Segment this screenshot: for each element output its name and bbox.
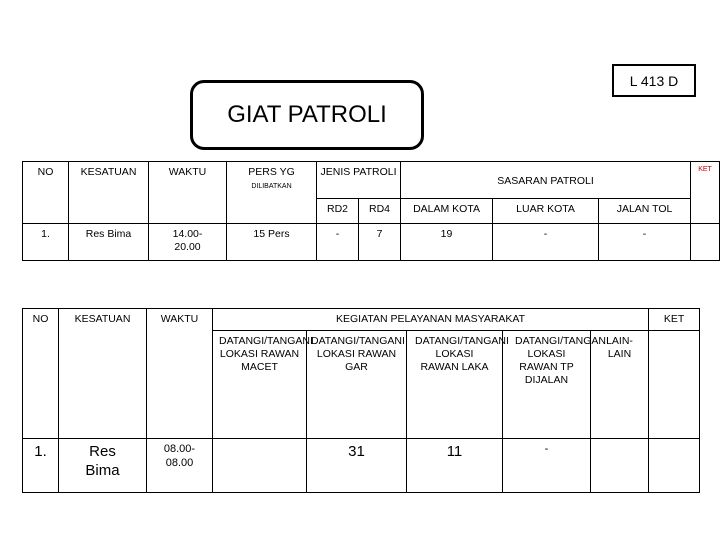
header-ket-empty: [649, 331, 700, 439]
page-title: GIAT PATROLI: [227, 101, 387, 128]
header-sasaran-patroli: SASARAN PATROLI: [401, 162, 691, 199]
cell-kesatuan: Res Bima: [69, 224, 149, 261]
cell-jalan-tol: -: [599, 224, 691, 261]
header-rawan-gar: DATANGI/TANGANI LOKASI RAWAN GAR: [307, 331, 407, 439]
document-code-box: [612, 64, 696, 97]
header-rd4: RD4: [359, 199, 401, 224]
header-dalam-kota: DALAM KOTA: [401, 199, 493, 224]
cell-rd2: -: [317, 224, 359, 261]
header-jenis-patroli: JENIS PATROLI: [317, 162, 401, 199]
header-jalan-tol: JALAN TOL: [599, 199, 691, 224]
header-lain-lain: LAIN-LAIN: [591, 331, 649, 439]
header-ket: KET: [691, 162, 720, 224]
header-no: NO: [23, 162, 69, 224]
header-rawan-tp-dijalan: DATANGI/TANGANI LOKASI RAWAN TP DIJALAN: [503, 331, 591, 439]
header-kesatuan: KESATUAN: [69, 162, 149, 224]
header-pers-sub: DILIBATKAN: [251, 183, 292, 191]
header-luar-kota: LUAR KOTA: [493, 199, 599, 224]
cell-luar-kota: -: [493, 224, 599, 261]
cell-dalam-kota: 19: [401, 224, 493, 261]
header-waktu: WAKTU: [149, 162, 227, 224]
header-pers-label: PERS YG: [248, 166, 295, 178]
cell-kesatuan: Res Bima: [59, 439, 147, 493]
patrol-table: [22, 161, 720, 261]
cell-no: 1.: [23, 224, 69, 261]
cell-waktu: 14.00-20.00: [149, 224, 227, 261]
cell-rd4: 7: [359, 224, 401, 261]
header-kegiatan: KEGIATAN PELAYANAN MASYARAKAT: [213, 309, 649, 331]
cell-rawan-laka: 11: [407, 439, 503, 493]
header-rawan-laka: DATANGI/TANGANI LOKASI RAWAN LAKA: [407, 331, 503, 439]
cell-no: 1.: [23, 439, 59, 493]
header-rawan-macet: DATANGI/TANGANI LOKASI RAWAN MACET: [213, 331, 307, 439]
header-waktu: WAKTU: [147, 309, 213, 439]
cell-rawan-gar: 31: [307, 439, 407, 493]
cell-ket: [691, 224, 720, 261]
cell-pers: 15 Pers: [227, 224, 317, 261]
table-row: [23, 439, 700, 493]
cell-ket: [649, 439, 700, 493]
table-row: [23, 224, 720, 261]
cell-waktu: 08.00-08.00: [147, 439, 213, 493]
document-code: L 413 D: [629, 72, 679, 89]
header-no: NO: [23, 309, 59, 439]
cell-rawan-macet: [213, 439, 307, 493]
header-kesatuan: KESATUAN: [59, 309, 147, 439]
service-header-row: [23, 309, 700, 331]
header-ket: KET: [649, 309, 700, 331]
page-title-box: [190, 80, 424, 150]
cell-rawan-tp-dijalan: -: [503, 439, 591, 493]
cell-lain-lain: [591, 439, 649, 493]
header-pers: [227, 162, 317, 224]
header-rd2: RD2: [317, 199, 359, 224]
patrol-header-row: [23, 162, 720, 199]
service-table: [22, 308, 700, 493]
